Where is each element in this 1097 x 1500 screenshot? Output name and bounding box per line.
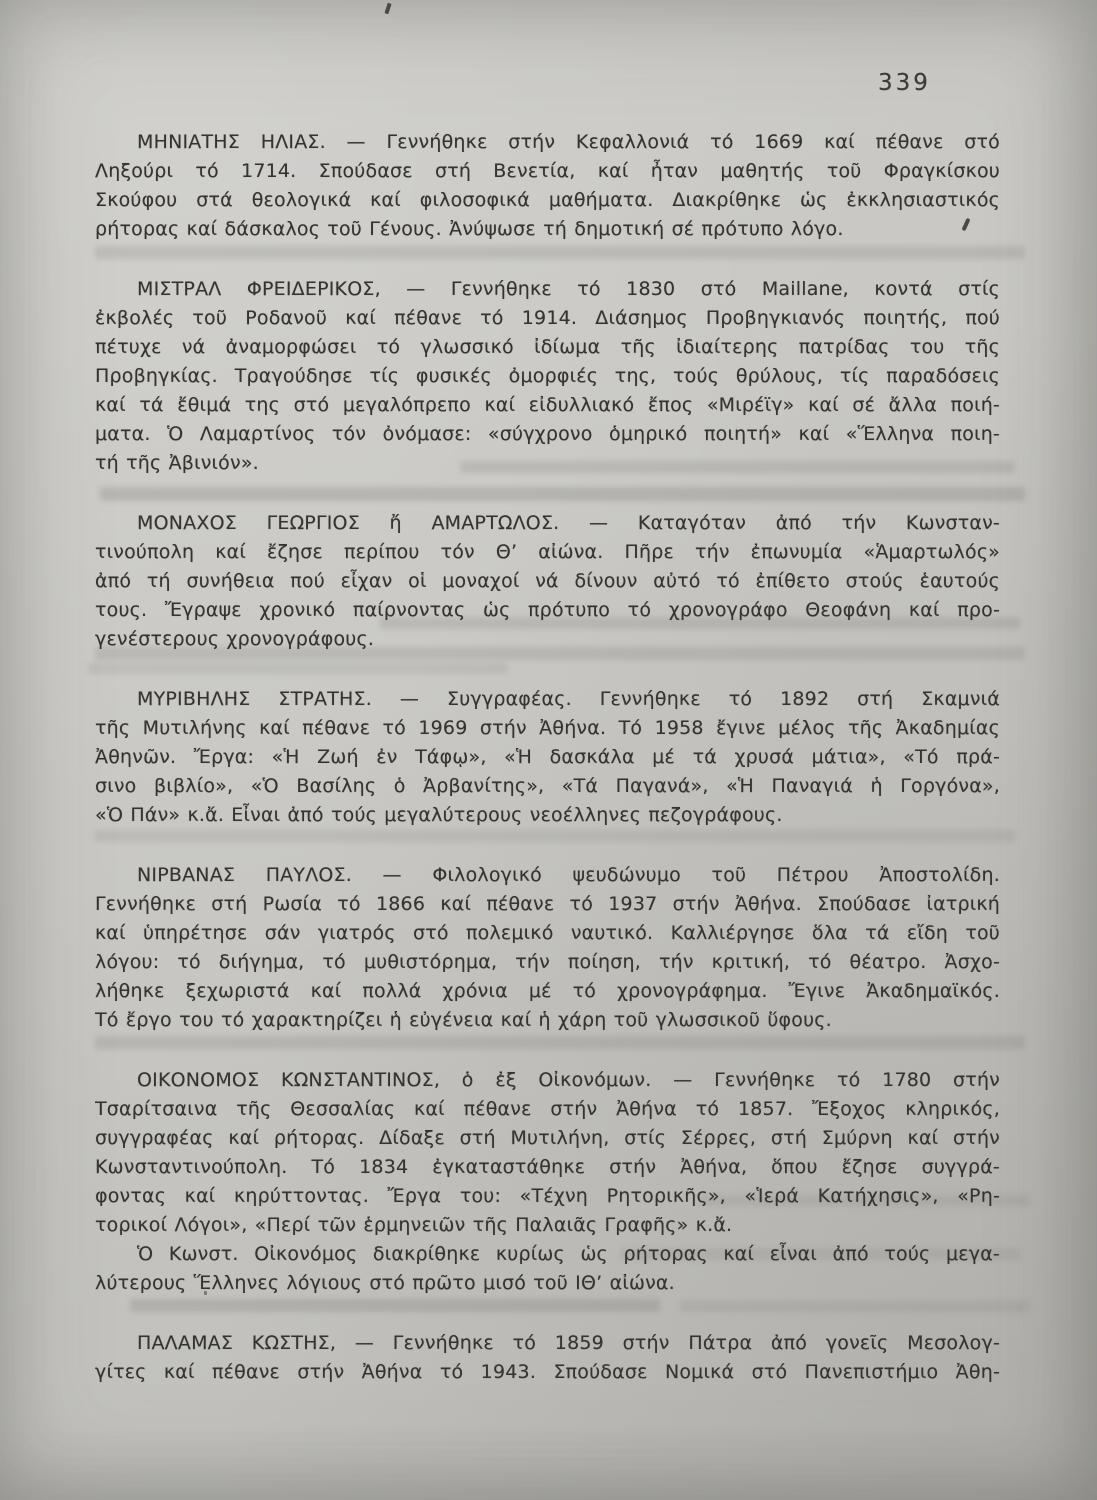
entry-paragraph bbox=[95, 128, 1000, 244]
page-number: 339 bbox=[878, 70, 931, 96]
text-line: ματα. Ὁ Λαμαρτίνος τόν ὀνόμασε: «σύγχρονο ὁμηρικό ποιητή» καί «Ἕλληνα ποιη- bbox=[95, 423, 1000, 445]
text-line: Ληξούρι τό 1714. Σπούδασε στή Βενετία, καί ἦταν μαθητής τοῦ Φραγκίσκου bbox=[95, 160, 1000, 182]
entry-paragraph bbox=[95, 275, 1000, 478]
text-line: λύτερους Ἕλληνες λόγιους στό πρῶτο μισό τοῦ ΙΘ’ αἰώνα. bbox=[95, 1272, 675, 1294]
text-line: ΜΗΝΙΑΤΗΣ ΗΛΙΑΣ. — Γεννήθηκε στήν Κεφαλλονιά τό 1669 καί πέθανε στό bbox=[137, 131, 1000, 153]
text-line: Τσαρίτσαινα τῆς Θεσσαλίας καί πέθανε στήν Ἀθήνα τό 1857. Ἔξοχος κληρικός, bbox=[95, 1098, 1000, 1120]
text-line: Ὁ Κωνστ. Οἰκονόμος διακρίθηκε κυρίως ὡς ρήτορας καί εἶναι ἀπό τούς μεγα- bbox=[137, 1243, 1000, 1265]
text-line: τή τῆς Ἀβινιόν». bbox=[95, 452, 259, 474]
text-line: συγγραφέας καί ρήτορας. Δίδαξε στή Μυτιλήνη, στίς Σέρρες, στή Σμύρνη καί στήν bbox=[95, 1127, 1000, 1149]
text-line: ΝΙΡΒΑΝΑΣ ΠΑΥΛΟΣ. — Φιλολογικό ψευδώνυμο τοῦ Πέτρου Ἀποστολίδη. bbox=[137, 864, 1000, 886]
text-line: ΜΙΣΤΡΑΛ ΦΡΕΙΔΕΡΙΚΟΣ, — Γεννήθηκε τό 1830 στό Maillane, κοντά στίς bbox=[137, 278, 1000, 300]
text-line: ΜΟΝΑΧΟΣ ΓΕΩΡΓΙΟΣ ἤ ΑΜΑΡΤΩΛΟΣ. — Καταγόταν ἀπό τήν Κωνσταν- bbox=[137, 512, 1000, 534]
entry-paragraph bbox=[95, 685, 1000, 830]
text-line: γίτες καί πέθανε στήν Ἀθήνα τό 1943. Σπούδασε Νομικά στό Πανεπιστήμιο Ἀθη- bbox=[95, 1361, 1000, 1383]
text-line: γενέστερους χρονογράφους. bbox=[95, 628, 375, 650]
text-line: Τό ἔργο του τό χαρακτηρίζει ἡ εὐγένεια καί ἡ χάρη τοῦ γλωσσικοῦ ὕφους. bbox=[95, 1009, 832, 1031]
text-line: ἀπό τή συνήθεια πού εἶχαν οἱ μοναχοί νά δίνουν αὐτό τό ἐπίθετο στούς ἑαυτούς bbox=[95, 570, 1000, 592]
entry-paragraph bbox=[95, 509, 1000, 654]
entry-paragraph bbox=[95, 1240, 1000, 1298]
text-line: Κωνσταντινούπολη. Τό 1834 ἐγκαταστάθηκε στήν Ἀθήνα, ὅπου ἔζησε συγγρά- bbox=[95, 1156, 1000, 1178]
text-line: τους. Ἔγραψε χρονικό παίρνοντας ὡς πρότυπο τό χρονογράφο Θεοφάνη καί προ- bbox=[95, 599, 1000, 621]
text-line: σινο βιβλίο», «Ὁ Βασίλης ὁ Ἀρβανίτης», «Τά Παγανά», «Ἡ Παναγιά ἡ Γοργόνα», bbox=[95, 775, 1000, 797]
scan-speck bbox=[384, 3, 391, 15]
text-column bbox=[95, 128, 1000, 1387]
text-line: καί τά ἔθιμά της στό μεγαλόπρεπο καί εἰδυλλιακό ἔπος «Μιρέϊγ» καί σέ ἄλλα ποιή- bbox=[95, 394, 1000, 416]
text-line: φοντας καί κηρύττοντας. Ἔργα του: «Τέχνη Ρητορικῆς», «Ἱερά Κατήχησις», «Ρη- bbox=[95, 1185, 1000, 1207]
text-line: ΟΙΚΟΝΟΜΟΣ ΚΩΝΣΤΑΝΤΙΝΟΣ, ὁ ἐξ Οἰκονόμων. — Γεννήθηκε τό 1780 στήν bbox=[137, 1069, 1000, 1091]
text-line: Γεννήθηκε στή Ρωσία τό 1866 καί πέθανε τό 1937 στήν Ἀθήνα. Σπούδασε ἰατρική bbox=[95, 893, 1000, 915]
text-line: τῆς Μυτιλήνης καί πέθανε τό 1969 στήν Ἀθήνα. Τό 1958 ἔγινε μέλος τῆς Ἀκαδημίας bbox=[95, 717, 1000, 739]
text-line: τορικοί Λόγοι», «Περί τῶν ἑρμηνειῶν τῆς Παλαιᾶς Γραφῆς» κ.ἄ. bbox=[95, 1214, 733, 1236]
entry-paragraph bbox=[95, 1329, 1000, 1387]
text-line: καί ὑπηρέτησε σάν γιατρός στό πολεμικό ναυτικό. Καλλιέργησε ὅλα τά εἴδη τοῦ bbox=[95, 922, 1000, 944]
text-line: τινούπολη καί ἔζησε περίπου τόν Θ’ αἰώνα. Πῆρε τήν ἐπωνυμία «Ἁμαρτωλός» bbox=[95, 541, 1000, 563]
text-line: «Ὁ Πάν» κ.ἄ. Εἶναι ἀπό τούς μεγαλύτερους νεοέλληνες πεζογράφους. bbox=[95, 804, 783, 826]
entry-paragraph bbox=[95, 861, 1000, 1035]
text-line: λήθηκε ξεχωριστά καί πολλά χρόνια μέ τό χρονογράφημα. Ἔγινε Ἀκαδημαϊκός. bbox=[95, 980, 1000, 1002]
text-line: Ἀθηνῶν. Ἔργα: «Ἡ Ζωή ἐν Τάφῳ», «Ἡ δασκάλα μέ τά χρυσά μάτια», «Τό πρά- bbox=[95, 746, 1000, 768]
text-line: Σκούφου στά θεολογικά καί φιλοσοφικά μαθήματα. Διακρίθηκε ὡς ἐκκλησιαστικός bbox=[95, 189, 1000, 211]
text-line: πέτυχε νά ἀναμορφώσει τό γλωσσικό ἰδίωμα τῆς ἰδιαίτερης πατρίδας του τῆς bbox=[95, 336, 1000, 358]
text-line: ρήτορας καί δάσκαλος τοῦ Γένους. Ἀνύψωσε τή δημοτική σέ πρότυπο λόγο. bbox=[95, 218, 844, 240]
text-line: λόγου: τό διήγημα, τό μυθιστόρημα, τήν ποίηση, τήν κριτική, τό θέατρο. Ἀσχο- bbox=[95, 951, 1000, 973]
text-line: ΠΑΛΑΜΑΣ ΚΩΣΤΗΣ, — Γεννήθηκε τό 1859 στήν Πάτρα ἀπό γονεῖς Μεσολογ- bbox=[137, 1332, 1000, 1354]
text-line: ἐκβολές τοῦ Ροδανοῦ καί πέθανε τό 1914. Διάσημος Προβηγκιανός ποιητής, πού bbox=[95, 307, 1000, 329]
text-line: ΜΥΡΙΒΗΛΗΣ ΣΤΡΑΤΗΣ. — Συγγραφέας. Γεννήθηκε τό 1892 στή Σκαμνιά bbox=[137, 688, 1000, 710]
text-line: Προβηγκίας. Τραγούδησε τίς φυσικές ὀμορφιές της, τούς θρύλους, τίς παραδόσεις bbox=[95, 365, 1000, 387]
entry-paragraph bbox=[95, 1066, 1000, 1240]
